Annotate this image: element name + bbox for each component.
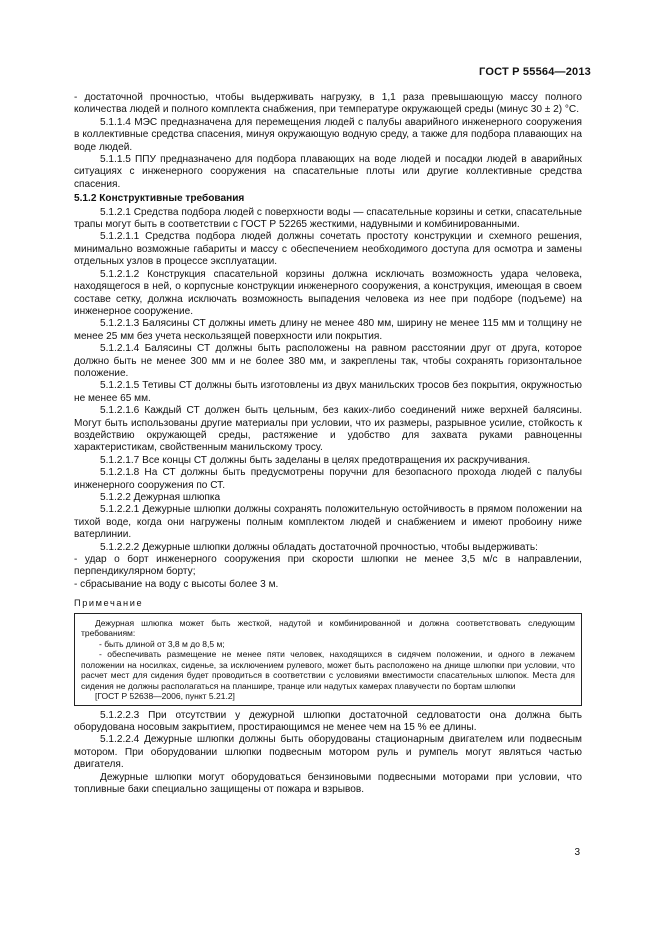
paragraph-continuation: - достаточной прочностью, чтобы выдерживать нагрузку, в 1,1 раза превышающую массу полного количества людей и полного комплекта снабжения, при температуре окружающей среды (минус 30 ± 2) °С. bbox=[74, 92, 582, 116]
paragraph-5-1-2-2-2: 5.1.2.2.2 Дежурные шлюпки должны обладать достаточной прочностью, чтобы выдерживать: bbox=[100, 541, 538, 553]
note-box bbox=[74, 613, 582, 706]
paragraph-outboard-motors: Дежурные шлюпки могут оборудоваться бензиновыми подвесными моторами при условии, что топливные баки специально защищены от пожара и взрывов. bbox=[74, 771, 582, 796]
note-item: - обеспечивать размещение не менее пяти человек, находящихся в сидячем положении, и одного в лежачем положении на носилках, сиденье, за исключением рулевого, может быть расположено на днище шлюпки при условии, что расчет мест для сидения будет проводиться в соответствии с условиями вместимости спасательных шлюпок. Места для сидения не должны располагаться на планшире, транце или надутых камерах плавучести по бортам шлюпки bbox=[81, 649, 575, 691]
paragraph-5-1-2-1-7: 5.1.2.1.7 Все концы СТ должны быть заделаны в целях предотвращения их раскручивания. bbox=[100, 454, 531, 466]
paragraph-5-1-2-1-3: 5.1.2.1.3 Балясины СТ должны иметь длину не менее 480 мм, ширину не менее 115 мм и толщину не менее 25 мм без учета нескользящей поверхности или покрытия. bbox=[74, 318, 582, 342]
document-header-id: ГОСТ Р 55564—2013 bbox=[479, 66, 591, 78]
paragraph-5-1-1-5: 5.1.1.5 ППУ предназначено для подбора плавающих на воде людей и посадки людей в аварийных ситуациях с инженерного сооружения на спасательные плоты или другие коллективные средства спасения. bbox=[74, 154, 582, 190]
paragraph-5-1-2-1-6: 5.1.2.1.6 Каждый СТ должен быть цельным, без каких-либо соединений ниже верхней балясины. Могут быть использованы другие материалы при условии, что их размеры, разрывное усилие, стойкость к воздействию окружающей среды, растяжение и удобство для захвата руками равноценны характеристикам, свойственным манильскому тросу. bbox=[74, 405, 582, 454]
paragraph-5-1-2-1-2: 5.1.2.1.2 Конструкция спасательной корзины должна исключать возможность удара человека, находящегося в ней, о корпусные конструкции инженерного сооружения, а конструкция, имеющая в своем составе сетку, должна исключать возможность выпадения человека из нее при подборе (подъеме) на инженерное сооружение. bbox=[74, 268, 582, 317]
paragraph-5-1-2-2-1: 5.1.2.2.1 Дежурные шлюпки должны сохранять положительную остойчивость в прямом положении на тихой воде, когда они нагружены полным комплектом людей и снабжением и имеют пробоину ниже ватерлинии. bbox=[74, 504, 582, 541]
paragraph-5-1-2-2: 5.1.2.2 Дежурная шлюпка bbox=[100, 492, 221, 503]
paragraph-5-1-2-1-5: 5.1.2.1.5 Тетивы СТ должны быть изготовлены из двух манильских тросов без покрытия, окружностью не менее 65 мм. bbox=[74, 380, 582, 404]
note-label: Примечание bbox=[74, 598, 144, 609]
section-heading-text: 5.1.2 Конструктивные требования bbox=[74, 193, 245, 205]
page-number: 3 bbox=[574, 847, 580, 858]
list-item: - удар о борт инженерного сооружения при скорости шлюпки не менее 3,5 м/с в направлении, перпендикулярном борту; bbox=[74, 554, 582, 578]
paragraph-5-1-2-1: 5.1.2.1 Средства подбора людей с поверхности воды — спасательные корзины и сетки, спасательные трапы могут быть в соответствии с ГОСТ Р 52265 жесткими, надувными и комбинированными. bbox=[74, 206, 582, 231]
paragraph-5-1-2-2-4: 5.1.2.2.4 Дежурные шлюпки должны быть оборудованы стационарным двигателем или подвесным мотором. При оборудовании шлюпки подвесным мотором руль и румпель могут являться частью двигателя. bbox=[74, 734, 582, 771]
note-item: - быть длиной от 3,8 м до 8,5 м; bbox=[99, 638, 225, 649]
document-body bbox=[74, 92, 582, 797]
list-item: - сбрасывание на воду с высоты более 3 м. bbox=[74, 578, 279, 590]
note-intro: Дежурная шлюпка может быть жесткой, надутой и комбинированной и должна соответствовать следующим требованиям: bbox=[81, 617, 575, 639]
note-reference: [ГОСТ Р 52638—2006, пункт 5.21.2] bbox=[95, 691, 235, 702]
section-heading bbox=[74, 193, 582, 205]
paragraph-5-1-2-1-8: 5.1.2.1.8 На СТ должны быть предусмотрены поручни для безопасного прохода людей с палубы инженерного сооружения по СТ. bbox=[74, 467, 582, 491]
paragraph-5-1-2-1-1: 5.1.2.1.1 Средства подбора людей должны сочетать простоту конструкции и схемного решения, минимально возможные габариты и массу с обеспечением необходимого доступа для осмотра и замены отдельных узлов в процессе эксплуатации. bbox=[74, 231, 582, 268]
paragraph-5-1-1-4: 5.1.1.4 МЭС предназначена для перемещения людей с палубы аварийного инженерного сооружения в коллективные средства спасения, минуя окружающую водную среду, а также для подбора плавающих на воде людей. bbox=[74, 116, 582, 153]
paragraph-5-1-2-2-3: 5.1.2.2.3 При отсутствии у дежурной шлюпки достаточной седловатости она должна быть оборудована носовым закрытием, простирающимся не менее чем на 15 % ее длины. bbox=[74, 709, 582, 734]
paragraph-5-1-2-1-4: 5.1.2.1.4 Балясины СТ должны быть расположены на равном расстоянии друг от друга, которое должно быть не менее 300 мм и не более 380 мм, и закреплены так, чтобы сохранять горизонтальное положение. bbox=[74, 343, 582, 379]
